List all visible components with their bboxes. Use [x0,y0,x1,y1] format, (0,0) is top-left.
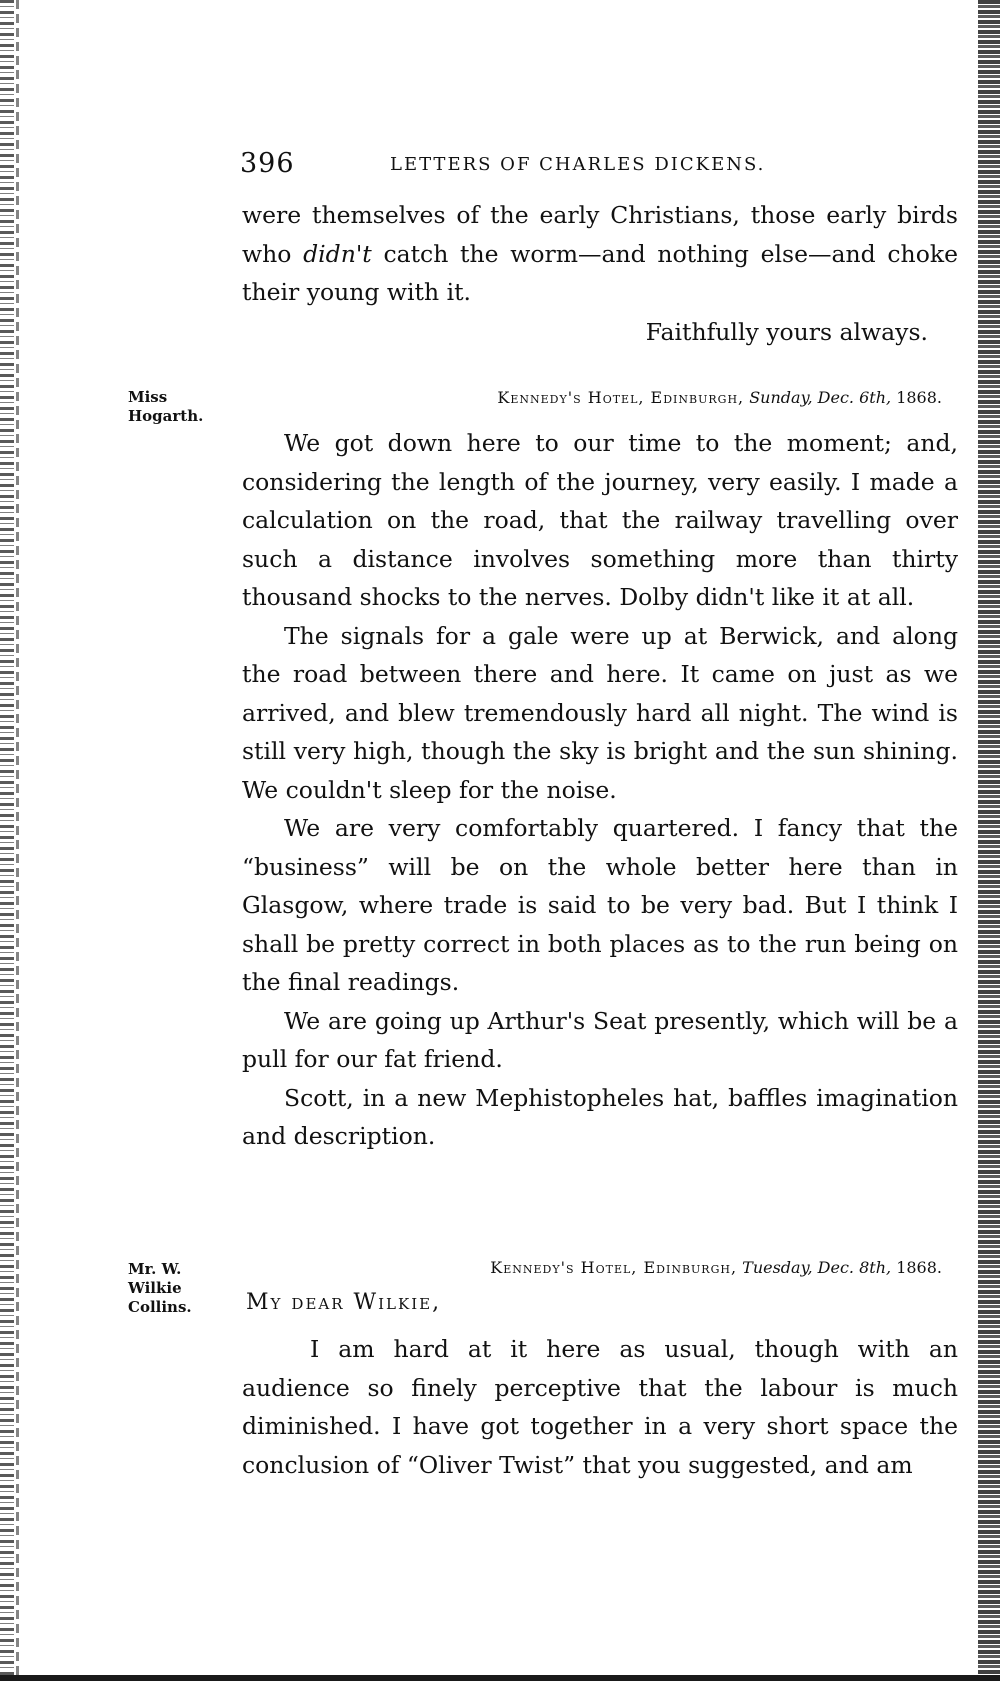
recipient-note-line: Hogarth. [128,407,204,425]
running-title: LETTERS OF CHARLES DICKENS. [390,154,766,175]
paragraph: I am hard at it here as usual, though with an audience so finely perceptive that the labour is much diminished. I have got together in a very short space the conclusion of “Oliver Twist” that you suggested, and am [242,1335,958,1479]
letter-1-body [242,424,958,1156]
previous-letter-ending [242,196,958,312]
dateline-day: Tuesday, Dec. 8th, [742,1258,892,1277]
page-number: 396 [240,148,295,179]
binding-edge-left-inner [16,0,19,1681]
recipient-note-hogarth [128,388,238,426]
paragraph: The signals for a gale were up at Berwick, and along the road between there and here. It came on just as we arrived, and blew tremendously hard all night. The wind is still very high, though the sky is bright and the sun shining. We couldn't sleep for the noise. [242,621,958,804]
paragraph: Scott, in a new Mephistopheles hat, baffles imagination and description. [242,1083,958,1150]
dateline-letter-1 [242,388,942,407]
dateline-place: Kennedy's Hotel, Edinburgh, [490,1258,738,1277]
letter-closing: Faithfully yours always. [645,318,928,346]
text-line: who didn't catch the worm—and nothing else—and choke [242,239,958,268]
recipient-note-line: Miss [128,388,168,406]
binding-edge-left [0,0,14,1681]
recipient-note-line: Wilkie [128,1279,182,1297]
paragraph: We got down here to our time to the moment; and, considering the length of the journey, very easily. I made a calculation on the road, that the railway travelling over such a distance involves something more than thirty thousand shocks to the nerves. Dolby didn't like it at all. [242,429,958,611]
recipient-note-line: Mr. W. [128,1260,182,1278]
running-head [240,148,960,182]
dateline-year: 1868. [896,1258,942,1277]
dateline-year: 1868. [896,388,942,407]
dateline-day: Sunday, Dec. 6th, [749,388,892,407]
page-edge-right [978,0,1000,1681]
paragraph: We are going up Arthur's Seat presently, which will be a pull for our fat friend. [242,1006,958,1073]
text-line: were themselves of the early Christians, those early birds [242,201,958,229]
salutation: My dear Wilkie, [246,1290,442,1315]
paragraph: We are very comfortably quartered. I fancy that the “business” will be on the whole better here than in Glasgow, where trade is said to be very bad. But I think I shall be pretty correct in both places as to the run being on the final readings. [242,814,958,996]
dateline-letter-2 [242,1258,942,1277]
text-line: their young with it. [242,278,472,306]
page-edge-bottom [0,1675,1000,1681]
recipient-note-line: Collins. [128,1298,192,1316]
emphasis: didn't [303,239,372,268]
letter-2-body [242,1330,958,1484]
recipient-note-collins [128,1260,238,1317]
dateline-place: Kennedy's Hotel, Edinburgh, [497,388,745,407]
